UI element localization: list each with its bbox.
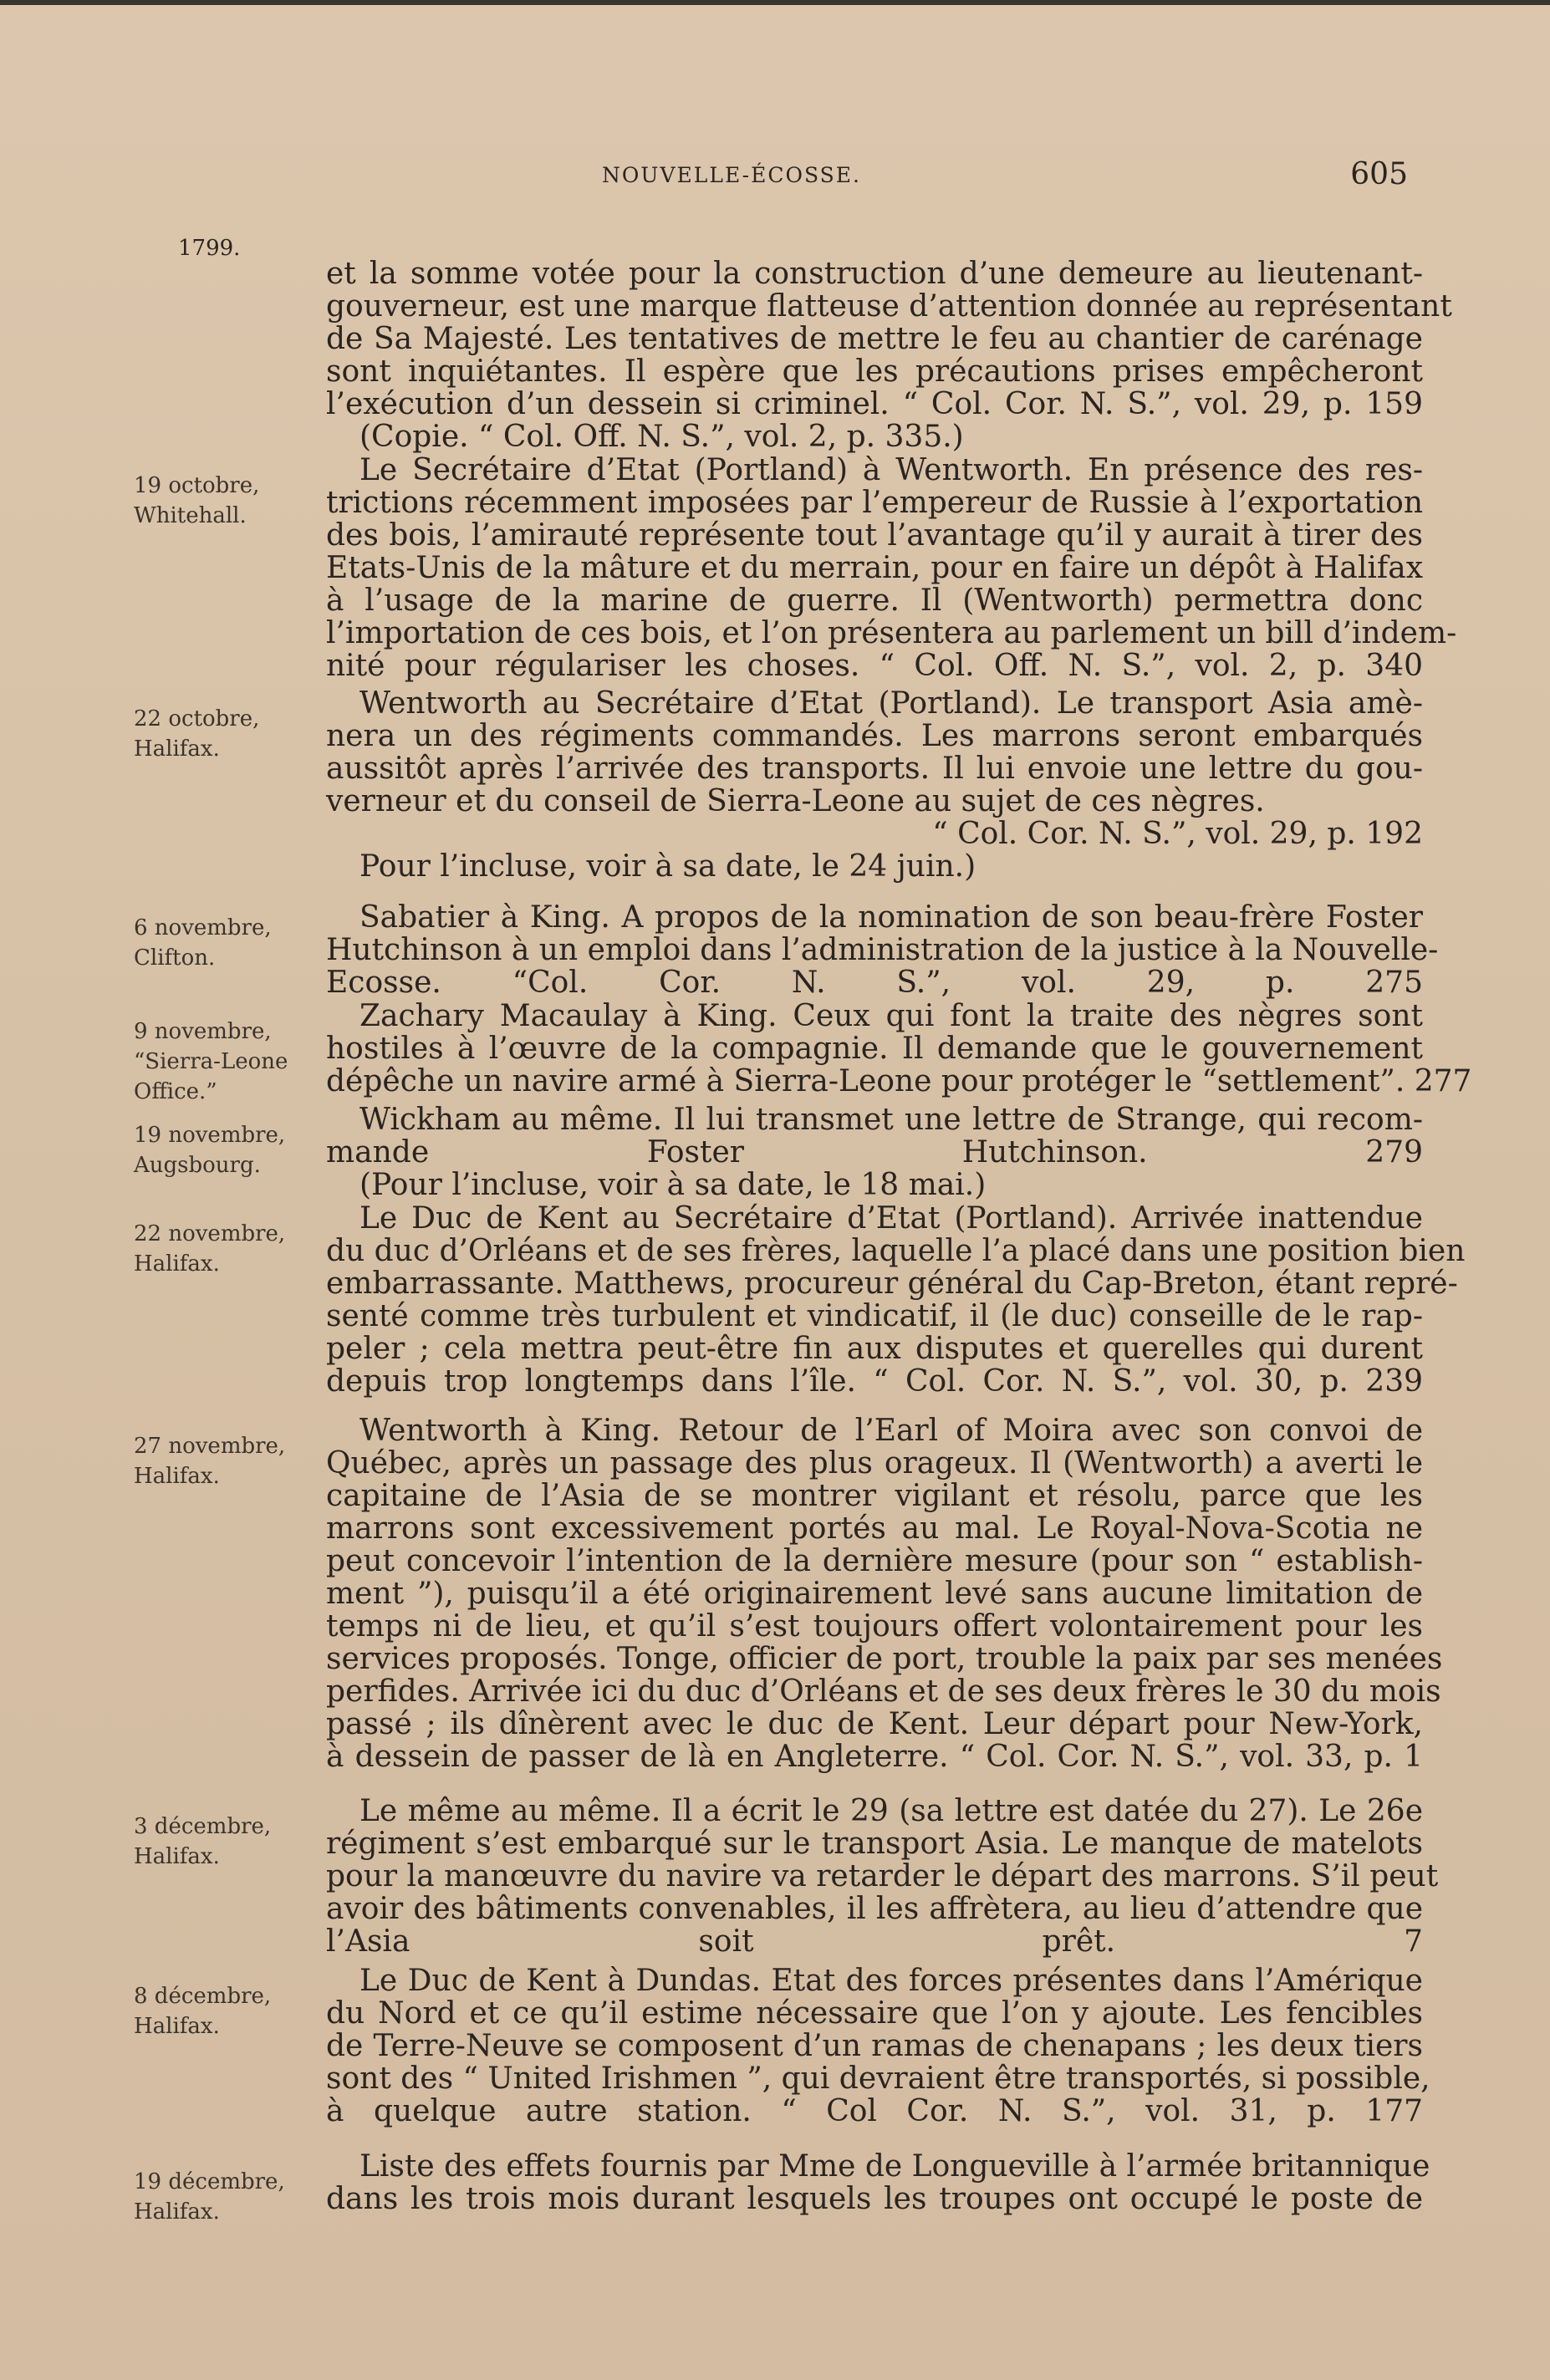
text-line: trictions récemment imposées par l’empereur de Russie à l’exportation [326, 486, 1423, 520]
entry-text [326, 1964, 1430, 2128]
text-line: (Pour l’incluse, voir à sa date, le 18 mai.) [359, 1168, 987, 1202]
entry-text [326, 1794, 1439, 1959]
entry-text [326, 453, 1457, 683]
entry-text [326, 1201, 1466, 1399]
place-label: Whitehall. [134, 503, 247, 528]
text-line: “ Col. Cor. N. S.”, vol. 29, p. 192 [932, 817, 1423, 851]
text-line: à l’usage de la marine de guerre. Il (Wentworth) permettra donc [326, 584, 1423, 618]
year-note: 1799. [178, 236, 241, 261]
margin-date [134, 1017, 318, 1107]
margin-date [134, 913, 318, 973]
text-line: Le Secrétaire d’Etat (Portland) à Wentworth. En présence des res- [359, 453, 1423, 487]
margin-date [134, 471, 318, 531]
margin-date [134, 1120, 318, 1180]
place-label: Halifax. [134, 2199, 220, 2225]
place-label: Halifax. [134, 1464, 220, 1489]
date-label: 19 décembre, [134, 2169, 285, 2194]
date-label: 9 novembre, [134, 1019, 272, 1044]
text-line: services proposés. Tonge, officier de port, trouble la paix par ses menées [326, 1642, 1443, 1676]
place-label: Halifax. [134, 736, 220, 762]
text-line: peut concevoir l’intention de la dernière mesure (pour son “ establish- [326, 1544, 1423, 1578]
text-line: Wickham au même. Il lui transmet une lettre de Strange, qui recom- [359, 1103, 1423, 1137]
text-line: et la somme votée pour la construction d’une demeure au lieutenant- [326, 257, 1423, 291]
page-number: 605 [1350, 157, 1408, 191]
place-label: Clifton. [134, 945, 216, 971]
margin-date [134, 1431, 318, 1491]
text-line: du duc d’Orléans et de ses frères, laquelle l’a placé dans une position bien [326, 1234, 1466, 1268]
margin-date [134, 1981, 318, 2041]
margin-date [134, 1219, 318, 1279]
text-line: passé ; ils dînèrent avec le duc de Kent. Leur départ pour New-York, [326, 1707, 1423, 1741]
place-label: “Sierra-Leone Office.” [134, 1049, 288, 1104]
text-line: à quelque autre station. “ Col Cor. N. S.”, vol. 31, p. 177 [326, 2094, 1423, 2128]
margin-date [134, 1812, 318, 1872]
text-line: Etats-Unis de la mâture et du merrain, pour en faire un dépôt à Halifax [326, 551, 1423, 585]
text-line: pour la manœuvre du navire va retarder le départ des marrons. S’il peut [326, 1859, 1439, 1893]
text-line: Hutchinson à un emploi dans l’administration de la justice à la Nouvelle- [326, 933, 1439, 967]
text-line: capitaine de l’Asia de se montrer vigilant et résolu, parce que les [326, 1479, 1423, 1513]
text-line: Pour l’incluse, voir à sa date, le 24 juin.) [359, 849, 976, 884]
text-line: Zachary Macaulay à King. Ceux qui font la traite des nègres sont [359, 999, 1423, 1033]
text-line: depuis trop longtemps dans l’île. “ Col. Cor. N. S.”, vol. 30, p. 239 [326, 1364, 1423, 1399]
place-label: Halifax. [134, 1844, 220, 1869]
date-label: 27 novembre, [134, 1434, 286, 1459]
text-line: Wentworth à King. Retour de l’Earl of Moira avec son convoi de [359, 1414, 1423, 1448]
text-line: senté comme très turbulent et vindicatif, il (le duc) conseille de le rap- [326, 1299, 1423, 1333]
text-line: Le Duc de Kent à Dundas. Etat des forces présentes dans l’Amérique [359, 1964, 1423, 1998]
date-label: 8 décembre, [134, 1984, 272, 2009]
margin-date [134, 2167, 318, 2227]
entry-text [326, 1103, 1423, 1201]
text-line: perfides. Arrivée ici du duc d’Orléans et de ses deux frères le 30 du mois [326, 1674, 1441, 1709]
text-line: Le Duc de Kent au Secrétaire d’Etat (Portland). Arrivée inattendue [359, 1201, 1423, 1236]
margin-date [134, 704, 318, 764]
text-line: Ecosse. “Col. Cor. N. S.”, vol. 29, p. 275 [326, 966, 1423, 1000]
text-line: sont des “ United Irishmen ”, qui devraient être transportés, si possible, [326, 2061, 1430, 2096]
text-line: des bois, l’amirauté représente tout l’avantage qu’il y aurait à tirer des [326, 518, 1423, 553]
text-line: aussitôt après l’arrivée des transports. Il lui envoie une lettre du gou- [326, 752, 1423, 786]
date-label: 6 novembre, [134, 915, 272, 940]
text-line: sont inquiétantes. Il espère que les précautions prises empêcheront [326, 354, 1423, 389]
entry-text [326, 687, 1423, 883]
text-line: du Nord et ce qu’il estime nécessaire que l’on y ajoute. Les fencibles [326, 1996, 1423, 2031]
text-line: dépêche un navire armé à Sierra-Leone pour protéger le “settlement”. 277 [326, 1064, 1472, 1098]
date-label: 22 octobre, [134, 706, 260, 731]
text-line: verneur et du conseil de Sierra-Leone au sujet de ces nègres. [326, 784, 1265, 818]
text-line: ment ”), puisqu’il a été originairement levé sans aucune limitation de [326, 1577, 1423, 1611]
text-line: Wentworth au Secrétaire d’Etat (Portland). Le transport Asia amè- [359, 686, 1423, 721]
text-line: régiment s’est embarqué sur le transport Asia. Le manque de matelots [326, 1827, 1423, 1861]
text-line: gouverneur, est une marque flatteuse d’attention donnée au représentant [326, 289, 1452, 324]
text-line: (Copie. “ Col. Off. N. S.”, vol. 2, p. 335.) [359, 420, 964, 454]
entry-text [326, 257, 1452, 454]
place-label: Augsbourg. [134, 1153, 261, 1178]
text-line: embarrassante. Matthews, procureur général du Cap-Breton, étant repré- [326, 1266, 1458, 1301]
text-line: l’exécution d’un dessein si criminel. “ Col. Cor. N. S.”, vol. 29, p. 159 [326, 387, 1423, 421]
text-line: avoir des bâtiments convenables, il les affrètera, au lieu d’attendre que [326, 1892, 1423, 1926]
text-line: de Terre-Neuve se composent d’un ramas de chenapans ; les deux tiers [326, 2029, 1423, 2063]
top-rule [0, 0, 1550, 5]
place-label: Halifax. [134, 1251, 220, 1277]
text-line: Sabatier à King. A propos de la nomination de son beau-frère Foster [359, 900, 1423, 935]
text-line: Liste des effets fournis par Mme de Longueville à l’armée britannique [359, 2149, 1430, 2184]
text-line: à dessein de passer de là en Angleterre. “ Col. Cor. N. S.”, vol. 33, p. 1 [326, 1740, 1423, 1774]
date-label: 19 octobre, [134, 473, 260, 498]
text-line: Québec, après un passage des plus orageux. Il (Wentworth) a averti le [326, 1446, 1423, 1480]
date-label: 3 décembre, [134, 1814, 272, 1839]
text-line: mande Foster Hutchinson. 279 [326, 1135, 1423, 1170]
entry-text [326, 900, 1439, 1000]
text-line: Le même au même. Il a écrit le 29 (sa lettre est datée du 27). Le 26e [359, 1794, 1423, 1828]
entry-text [326, 1414, 1443, 1774]
text-line: nité pour régulariser les choses. “ Col. Off. N. S.”, vol. 2, p. 340 [326, 649, 1423, 683]
text-line: l’importation de ces bois, et l’on présentera au parlement un bill d’indem- [326, 616, 1457, 650]
running-head: NOUVELLE-ÉCOSSE. [602, 163, 861, 187]
text-line: nera un des régiments commandés. Les marrons seront embarqués [326, 719, 1423, 753]
date-label: 22 novembre, [134, 1221, 286, 1246]
date-label: 19 novembre, [134, 1123, 286, 1148]
entry-text [326, 999, 1472, 1098]
entry-text [326, 2149, 1430, 2216]
text-line: hostiles à l’œuvre de la compagnie. Il demande que le gouvernement [326, 1032, 1423, 1066]
text-line: l’Asia soit prêt. 7 [326, 1924, 1423, 1959]
text-line: marrons sont excessivement portés au mal. Le Royal-Nova-Scotia ne [326, 1511, 1423, 1546]
text-line: peler ; cela mettra peut-être fin aux disputes et querelles qui durent [326, 1332, 1423, 1366]
text-line: temps ni de lieu, et qu’il s’est toujours offert volontairement pour les [326, 1609, 1423, 1644]
place-label: Halifax. [134, 2014, 220, 2039]
text-line: de Sa Majesté. Les tentatives de mettre le feu au chantier de carénage [326, 322, 1423, 356]
text-line: dans les trois mois durant lesquels les troupes ont occupé le poste de [326, 2182, 1423, 2216]
